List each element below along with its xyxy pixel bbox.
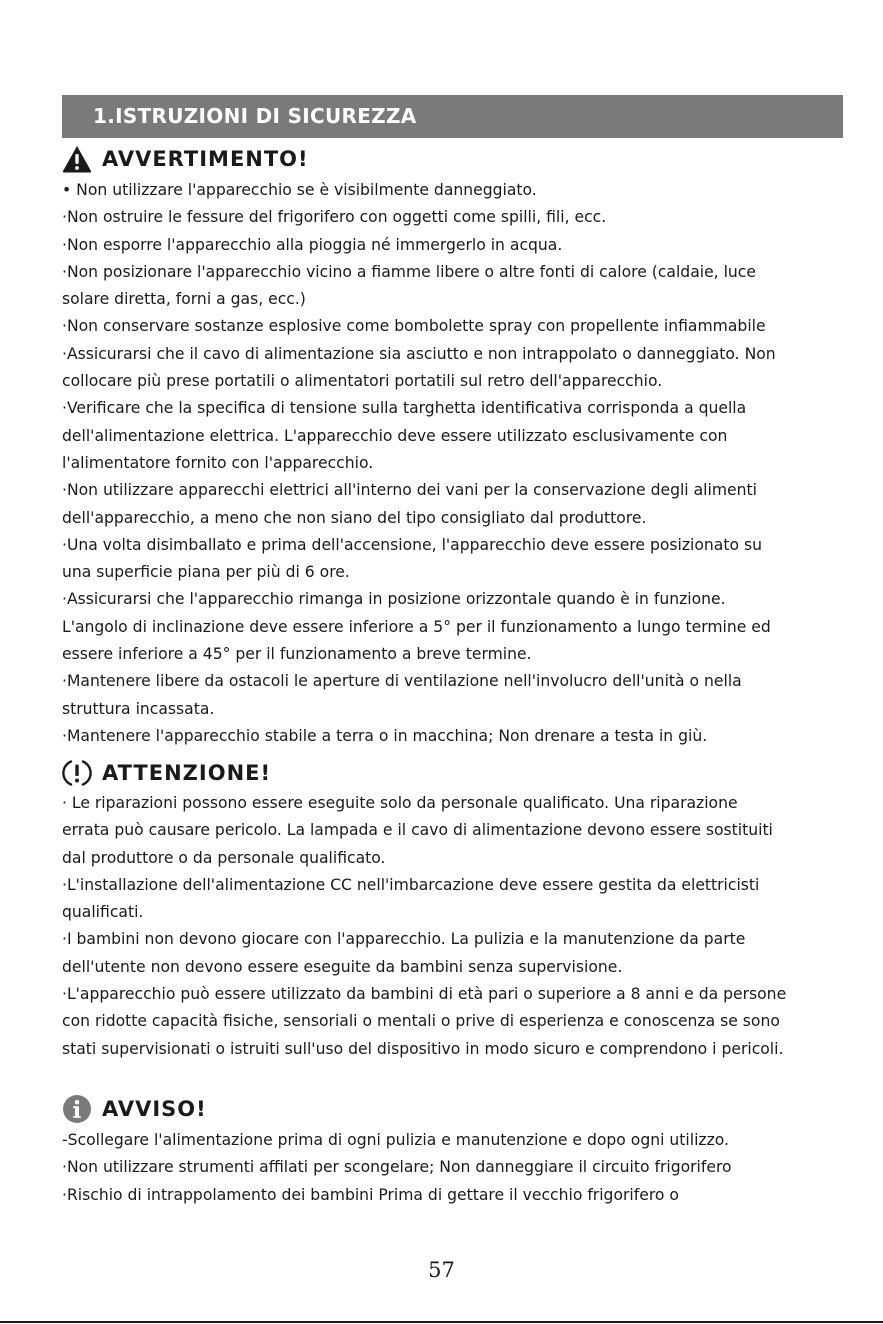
bottom-rule [0,1321,883,1323]
warning-line: una superficie piana per più di 6 ore. [62,563,350,582]
caution-line: ·L'apparecchio può essere utilizzato da bambini di età pari o superiore a 8 anni e da persone [62,985,787,1004]
warning-line: dell'apparecchio, a meno che non siano del tipo consigliato dal produttore. [62,508,647,527]
warning-line: collocare più prese portatili o alimentatori portatili sul retro dell'apparecchio. [62,372,663,391]
warning-line: essere inferiore a 45° per il funzionamento a breve termine. [62,645,532,664]
warning-triangle-icon [62,144,92,174]
caution-line: dal produttore o da personale qualificato. [62,848,386,867]
warning-line: ·Mantenere l'apparecchio stabile a terra o in macchina; Non drenare a testa in giù. [62,726,708,745]
page-number: 57 [428,1258,455,1282]
notice-heading [62,1093,852,1125]
notice-text [62,1127,852,1209]
caution-line: con ridotte capacità fisiche, sensoriali o mentali o prive di esperienza e conoscenza se sono [62,1012,780,1031]
warning-title: AVVERTIMENTO! [102,147,309,171]
warning-heading [62,143,852,175]
exclamation-circle-icon [62,758,92,788]
caution-line: stati supervisionati o istruiti sull'uso del dispositivo in modo sicuro e comprendono i pericoli. [62,1039,784,1058]
caution-text [62,790,852,1063]
info-circle-icon [62,1094,92,1124]
caution-title: ATTENZIONE! [102,761,272,785]
warning-line: • Non utilizzare l'apparecchio se è visibilmente danneggiato. [62,181,537,199]
notice-line: ·Non utilizzare strumenti affilati per scongelare; Non danneggiare il circuito frigorifero [62,1158,732,1177]
warning-line: ·Non posizionare l'apparecchio vicino a fiamme libere o altre fonti di calore (caldaie, luce [62,262,756,281]
notice-line: -Scollegare l'alimentazione prima di ogni pulizia e manutenzione e dopo ogni utilizzo. [62,1131,729,1149]
caution-line: · Le riparazioni possono essere eseguite solo da personale qualificato. Una riparazione [62,794,738,812]
section-title: 1.ISTRUZIONI DI SICUREZZA [62,95,843,138]
warning-line: ·Assicurarsi che il cavo di alimentazione sia asciutto e non intrappolato o danneggiato. Non [62,344,776,363]
warning-line: ·Una volta disimballato e prima dell'accensione, l'apparecchio deve essere posizionato su [62,535,762,554]
warning-line: ·Non esporre l'apparecchio alla pioggia né immergerlo in acqua. [62,235,563,254]
warning-line: dell'alimentazione elettrica. L'apparecchio deve essere utilizzato esclusivamente con [62,426,728,445]
warning-line: struttura incassata. [62,699,215,718]
warning-line: ·Non ostruire le fessure del frigorifero con oggetti come spilli, fili, ecc. [62,208,607,227]
caution-section [62,757,852,1063]
warning-line: l'alimentatore fornito con l'apparecchio. [62,453,374,472]
warning-line: ·Non conservare sostanze esplosive come bombolette spray con propellente infiammabile [62,317,766,336]
notice-section [62,1093,852,1209]
caution-heading [62,757,852,789]
warning-line: ·Assicurarsi che l'apparecchio rimanga in posizione orizzontale quando è in funzione. [62,590,726,609]
notice-title: AVVISO! [102,1097,207,1121]
caution-line: ·I bambini non devono giocare con l'apparecchio. La pulizia e la manutenzione da parte [62,930,746,949]
caution-line: qualificati. [62,903,144,922]
warning-text [62,177,852,750]
warning-line: solare diretta, forni a gas, ecc.) [62,290,306,309]
caution-line: errata può causare pericolo. La lampada e il cavo di alimentazione devono essere sostituiti [62,821,773,840]
warning-section [62,143,852,750]
notice-line: ·Rischio di intrappolamento dei bambini Prima di gettare il vecchio frigorifero o [62,1185,679,1204]
warning-line: L'angolo di inclinazione deve essere inferiore a 5° per il funzionamento a lungo termine ed [62,617,771,636]
warning-line: ·Mantenere libere da ostacoli le aperture di ventilazione nell'involucro dell'unità o nella [62,672,742,691]
warning-line: ·Verificare che la specifica di tensione sulla targhetta identificativa corrisponda a quella [62,399,747,418]
warning-line: ·Non utilizzare apparecchi elettrici all'interno dei vani per la conservazione degli alimenti [62,481,757,500]
caution-line: ·L'installazione dell'alimentazione CC nell'imbarcazione deve essere gestita da elettricisti [62,875,760,894]
caution-line: dell'utente non devono essere eseguite da bambini senza supervisione. [62,957,623,976]
